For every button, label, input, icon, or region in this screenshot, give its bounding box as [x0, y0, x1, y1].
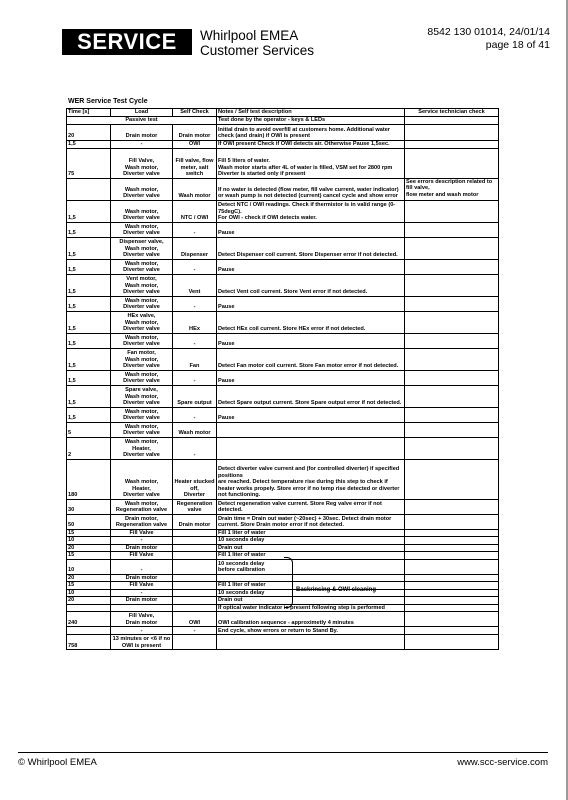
table-row [67, 499, 499, 514]
table-row [67, 459, 499, 499]
row-load: 13 minutes or <6 if no OWI is present [111, 635, 173, 650]
row-self-check: OWI [173, 140, 217, 148]
row-self-check: - [173, 370, 217, 385]
row-notes: Fill 1 liter of water [217, 529, 405, 537]
row-load: - [111, 140, 173, 148]
row-time: 1,5 [67, 274, 111, 296]
table-row [67, 582, 499, 590]
passive-test-notes: Test done by the operator - keys & LEDs [217, 117, 405, 125]
row-tech-check [405, 274, 499, 296]
row-load: Wash motor, Diverter valve [111, 407, 173, 422]
row-self-check [173, 559, 217, 574]
row-self-check [173, 589, 217, 597]
company-name [200, 28, 314, 58]
col-header-tech-check: Service technician check [405, 109, 499, 117]
row-load: - [111, 537, 173, 545]
table-row [67, 604, 499, 612]
row-time: 30 [67, 499, 111, 514]
row-self-check: Drain motor [173, 124, 217, 140]
row-self-check: - [173, 437, 217, 459]
row-load: Wash motor, Diverter valve [111, 333, 173, 348]
table-row [67, 222, 499, 237]
row-notes: 10 seconds delay [217, 537, 405, 545]
row-time: 10 [67, 559, 111, 574]
row-notes: Drain out [217, 597, 405, 605]
row-load: Drain motor [111, 574, 173, 582]
row-load: - [111, 627, 173, 635]
row-self-check: HEx [173, 311, 217, 333]
row-self-check [173, 582, 217, 590]
row-self-check: Vent [173, 274, 217, 296]
row-notes: Detect HEx coil current. Store HEx error if not detected. [217, 311, 405, 333]
table-row [67, 537, 499, 545]
row-load: Wash motor, Diverter valve [111, 222, 173, 237]
table-title: WER Service Test Cycle [68, 98, 148, 105]
table-row [67, 311, 499, 333]
document-reference [400, 26, 550, 52]
table-header-row [67, 109, 499, 117]
row-notes: OWI calibration sequence - approximetly 4 minutes [217, 612, 405, 627]
col-header-notes: Notes / Self test description [217, 109, 405, 117]
row-notes: Pause [217, 222, 405, 237]
row-notes [217, 574, 405, 582]
row-time: 1,5 [67, 370, 111, 385]
row-notes: Fill 5 liters of water. Wash motor starts after 4L of water is filled, VSM set for 2800 rpm Diverter is started only if present [217, 148, 405, 178]
row-tech-check [405, 499, 499, 514]
row-load: Wash motor, Diverter valve [111, 296, 173, 311]
row-tech-check [405, 200, 499, 222]
table-row [67, 274, 499, 296]
row-notes: Detect Fan motor coil current. Store Fan motor error if not detected. [217, 348, 405, 370]
row-self-check: - [173, 407, 217, 422]
passive-test-tech [405, 117, 499, 125]
row-tech-check [405, 574, 499, 582]
row-time: 75 [67, 148, 111, 178]
row-notes: End cycle, show errors or return to Stand By. [217, 627, 405, 635]
row-time: 1,5 [67, 237, 111, 259]
table-row [67, 333, 499, 348]
row-tech-check [405, 544, 499, 552]
row-load: Wash motor, Diverter valve [111, 200, 173, 222]
row-load: Wash motor, Diverter valve [111, 259, 173, 274]
table-row [67, 437, 499, 459]
row-load: Fan motor, Wash motor, Diverter valve [111, 348, 173, 370]
row-time: 180 [67, 459, 111, 499]
row-self-check [173, 574, 217, 582]
row-self-check: - [173, 627, 217, 635]
row-self-check: Heater stucked off, Diverter [173, 459, 217, 499]
col-header-load: Load [111, 109, 173, 117]
row-time: 1,5 [67, 311, 111, 333]
row-notes [217, 437, 405, 459]
company-line-2: Customer Services [200, 43, 315, 58]
passive-test-row [67, 117, 499, 125]
row-notes: Fill 1 liter of water [217, 552, 405, 560]
row-notes: 10 seconds delay before calibration [217, 559, 405, 574]
row-notes [217, 635, 405, 650]
row-self-check: Fill valve, flow meter, salt switch [173, 148, 217, 178]
table-row [67, 589, 499, 597]
row-notes: Drain time = Drain out water (~20sec) + 30sec. Detect drain motor current. Store Drain motor error if not detected. [217, 514, 405, 529]
row-time: 240 [67, 612, 111, 627]
row-time: 1,5 [67, 222, 111, 237]
row-notes: Pause [217, 370, 405, 385]
row-tech-check [405, 222, 499, 237]
row-time: 15 [67, 529, 111, 537]
row-time [67, 627, 111, 635]
row-notes: Pause [217, 259, 405, 274]
row-self-check: Wash motor [173, 422, 217, 437]
row-self-check [173, 604, 217, 612]
row-self-check [173, 597, 217, 605]
row-self-check: - [173, 222, 217, 237]
row-tech-check [405, 589, 499, 597]
col-header-self-check: Self Check [173, 109, 217, 117]
row-load: Fill Valve, Drain motor [111, 612, 173, 627]
row-tech-check [405, 537, 499, 545]
table-row [67, 574, 499, 582]
row-time: 20 [67, 544, 111, 552]
service-test-table [66, 108, 499, 650]
row-tech-check [405, 124, 499, 140]
row-time: 1,5 [67, 385, 111, 407]
row-tech-check [405, 311, 499, 333]
row-time: 15 [67, 582, 111, 590]
row-notes: Pause [217, 407, 405, 422]
row-tech-check [405, 437, 499, 459]
row-load: Wash motor, Heater, Diverter valve [111, 459, 173, 499]
row-tech-check [405, 627, 499, 635]
row-tech-check [405, 259, 499, 274]
table-row [67, 296, 499, 311]
row-self-check: Dispenser [173, 237, 217, 259]
table-row [67, 635, 499, 650]
footer-divider [18, 752, 548, 753]
row-tech-check [405, 333, 499, 348]
row-self-check [173, 552, 217, 560]
row-load: Drain motor [111, 544, 173, 552]
row-load: Wash motor, Heater, Diverter valve [111, 437, 173, 459]
company-line-1: Whirlpool EMEA [200, 28, 299, 43]
row-self-check [173, 537, 217, 545]
backrinsing-bracket [284, 557, 293, 608]
service-badge: SERVICE [62, 29, 192, 55]
row-notes: Pause [217, 333, 405, 348]
row-self-check: Wash motor [173, 178, 217, 200]
row-tech-check [405, 407, 499, 422]
row-tech-check [405, 422, 499, 437]
row-notes: Detect regeneration valve current. Store Reg valve error if not detected. [217, 499, 405, 514]
col-header-time: Time [s] [67, 109, 111, 117]
row-tech-check [405, 514, 499, 529]
table-row [67, 348, 499, 370]
table-row [67, 407, 499, 422]
doc-number: 8542 130 01014, 24/01/14 [427, 26, 550, 38]
row-notes: Detect Vent coil current. Store Vent error if not detected. [217, 274, 405, 296]
row-load: HEx valve, Wash motor, Diverter valve [111, 311, 173, 333]
row-load: - [111, 559, 173, 574]
table-row [67, 148, 499, 178]
table-row [67, 140, 499, 148]
row-time: 1,5 [67, 200, 111, 222]
row-load: Wash motor, Diverter valve [111, 178, 173, 200]
row-tech-check [405, 612, 499, 627]
row-time [67, 178, 111, 200]
row-time: 1,5 [67, 407, 111, 422]
row-notes: If optical water indicator is present following step is performed [217, 604, 405, 612]
row-load: Wash motor, Diverter valve [111, 422, 173, 437]
passive-test-label: Passive test [67, 117, 217, 125]
row-time: 1,5 [67, 333, 111, 348]
row-notes: Drain out [217, 544, 405, 552]
row-notes: If no water is detected (flow meter, fill valve current, water indicator) or wash pump is not detected (current) cancel cycle and show error [217, 178, 405, 200]
row-notes: Fill 1 liter of water [217, 582, 405, 590]
row-self-check: NTC / OWI [173, 200, 217, 222]
row-time: 10 [67, 589, 111, 597]
table-row [67, 422, 499, 437]
table-row [67, 514, 499, 529]
row-tech-check [405, 559, 499, 574]
table-row [67, 544, 499, 552]
table-body [67, 117, 499, 650]
row-tech-check [405, 582, 499, 590]
row-notes: Detect Spare output current. Store Spare output error if not detected. [217, 385, 405, 407]
row-tech-check [405, 604, 499, 612]
table-row [67, 612, 499, 627]
row-self-check: - [173, 259, 217, 274]
row-time: 20 [67, 124, 111, 140]
row-notes: 10 seconds delay [217, 589, 405, 597]
row-tech-check [405, 529, 499, 537]
row-load: Fill Valve, Wash motor, Diverter valve [111, 148, 173, 178]
table-row [67, 237, 499, 259]
row-load: Drain motor, Regeneration valve [111, 514, 173, 529]
row-tech-check [405, 296, 499, 311]
row-load: Fill Valve [111, 582, 173, 590]
row-load: Vent motor, Wash motor, Diverter valve [111, 274, 173, 296]
row-load: Fill Valve [111, 529, 173, 537]
row-time: 2 [67, 437, 111, 459]
row-load: Drain motor [111, 124, 173, 140]
row-self-check: Fan [173, 348, 217, 370]
row-load: Wash motor, Diverter valve [111, 370, 173, 385]
table-row [67, 259, 499, 274]
row-self-check [173, 635, 217, 650]
table-row [67, 124, 499, 140]
row-time: 10 [67, 537, 111, 545]
row-load: Fill Valve [111, 552, 173, 560]
row-self-check [173, 529, 217, 537]
backrinsing-label: Backrinsing & OWI cleaning [296, 587, 377, 593]
row-load: - [111, 589, 173, 597]
row-notes: Detect NTC / OWI readings. Check if thermistor is in valid range (0-75degC). For OWI - check if OWI detects water. [217, 200, 405, 222]
row-notes: If OWI present Check if OWI detects air. Otherwise Pause 1,5sec. [217, 140, 405, 148]
row-tech-check [405, 370, 499, 385]
row-notes: Detect diverter valve current and (for controlled diverter) if specified positions are reached. Detect temperature rise during this step to check if heater works propely. Store error if no temp rise detected or diverter not functioning. [217, 459, 405, 499]
row-load: Spare valve, Wash motor, Diverter valve [111, 385, 173, 407]
row-self-check: Drain motor [173, 514, 217, 529]
table-row [67, 385, 499, 407]
page-number: page 18 of 41 [485, 39, 550, 51]
table-row [67, 597, 499, 605]
table-row [67, 559, 499, 574]
row-time: 15 [67, 552, 111, 560]
footer-copyright: © Whirlpool EMEA [18, 757, 97, 768]
row-notes: Detect Dispenser coil current. Store Dispenser error if not detected. [217, 237, 405, 259]
table-row [67, 552, 499, 560]
row-time: 20 [67, 574, 111, 582]
row-tech-check [405, 385, 499, 407]
row-load: Wash motor, Regeneration valve [111, 499, 173, 514]
row-tech-check [405, 237, 499, 259]
row-tech-check [405, 459, 499, 499]
row-self-check: Spare output [173, 385, 217, 407]
row-load: Dispenser valve, Wash motor, Diverter valve [111, 237, 173, 259]
row-time: 1,5 [67, 259, 111, 274]
row-load: Drain motor [111, 597, 173, 605]
row-time: 5 [67, 422, 111, 437]
row-self-check: OWI [173, 612, 217, 627]
row-time: 1,5 [67, 348, 111, 370]
row-time: 1,5 [67, 140, 111, 148]
row-time: 758 [67, 635, 111, 650]
row-self-check: - [173, 333, 217, 348]
row-tech-check [405, 635, 499, 650]
row-self-check: - [173, 296, 217, 311]
row-time: 20 [67, 597, 111, 605]
table-row [67, 529, 499, 537]
row-time: 1,5 [67, 296, 111, 311]
row-time [67, 604, 111, 612]
row-tech-check [405, 597, 499, 605]
table-row [67, 627, 499, 635]
row-notes: Pause [217, 296, 405, 311]
footer-website: www.scc-service.com [457, 757, 548, 768]
row-tech-check [405, 552, 499, 560]
row-self-check [173, 544, 217, 552]
row-notes [217, 422, 405, 437]
row-notes: Initial drain to avoid overfill at customers home. Additional water check (and drain) if OWI is present [217, 124, 405, 140]
row-self-check: Regeneration valve [173, 499, 217, 514]
table-row [67, 370, 499, 385]
row-tech-check [405, 348, 499, 370]
row-tech-check: See errors description related to fill valve, flow meter and wash motor [405, 178, 499, 200]
row-tech-check [405, 148, 499, 178]
table-row [67, 200, 499, 222]
table-row [67, 178, 499, 200]
row-load [111, 604, 173, 612]
row-time: 50 [67, 514, 111, 529]
row-tech-check [405, 140, 499, 148]
